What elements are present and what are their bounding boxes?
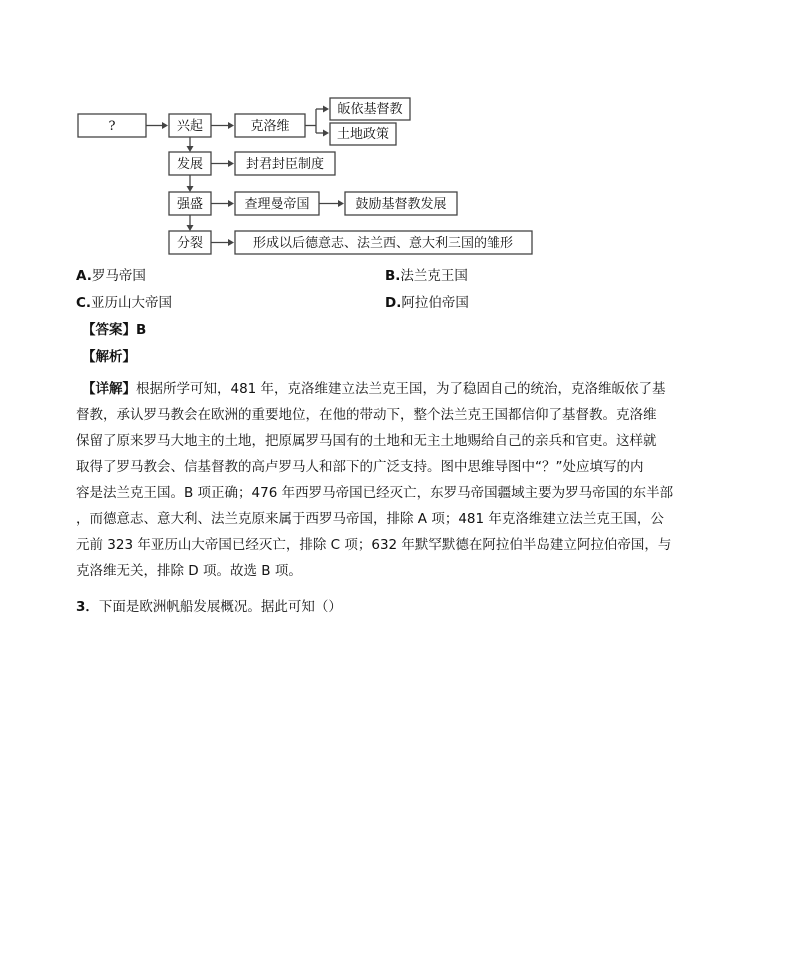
- answer-value: B: [136, 322, 147, 338]
- question-3-number: 3．: [76, 599, 99, 615]
- mind-map-diagram: [76, 97, 536, 257]
- detail-line-5: 容是法兰克王国。B 项正确；476 年西罗马帝国已经灭亡，东罗马帝国疆域主要为罗马帝国的东半部: [76, 485, 674, 501]
- feudal-system-label: 封君封臣制度: [245, 157, 325, 172]
- detail-line-4: 取得了罗马教会、信基督教的高卢罗马人和部下的广泛支持。图中思维导图中“？”处应填写的内: [76, 459, 644, 475]
- stage-strong-label: 强盛: [176, 197, 204, 212]
- question-3: [76, 598, 342, 616]
- root-label: ?: [108, 119, 116, 134]
- three-nations-label: 形成以后德意志、法兰西、意大利三国的雏形: [252, 236, 514, 251]
- option-b-text: 法兰克王国: [400, 268, 468, 284]
- christianity-conversion-label: 皈依基督教: [337, 102, 403, 117]
- detail-label: 【详解】: [82, 381, 136, 397]
- option-a-text: 罗马帝国: [91, 268, 146, 284]
- option-b-letter: B.: [385, 268, 401, 284]
- question-3-text: 下面是欧洲帆船发展概况。据此可知（）: [98, 599, 342, 615]
- option-d-letter: D.: [385, 295, 402, 311]
- option-a-letter: A.: [76, 268, 92, 284]
- encourage-christianity-label: 鼓励基督教发展: [355, 197, 447, 212]
- detail-line-2: 督教，承认罗马教会在欧洲的重要地位，在他的带动下，整个法兰克王国都信仰了基督教。克洛维: [76, 407, 657, 423]
- detail-line-1: [82, 376, 672, 402]
- clovis-label: 克洛维: [250, 119, 290, 134]
- detail-line-1-text: 根据所学可知，481 年，克洛维建立法兰克王国，为了稳固自己的统治，克洛维皈依了基: [136, 381, 666, 397]
- stage-split-label: 分裂: [176, 236, 204, 251]
- option-a: [76, 267, 146, 285]
- charlemagne-empire-label: 查理曼帝国: [244, 197, 310, 212]
- detail-line-7: 元前 323 年亚历山大帝国已经灭亡，排除 C 项；632 年默罕默德在阿拉伯半岛建立阿拉伯帝国，与: [76, 537, 672, 553]
- option-d-text: 阿拉伯帝国: [401, 295, 469, 311]
- option-b: [385, 267, 468, 285]
- detail-paragraph: [76, 376, 672, 584]
- option-d: [385, 294, 469, 312]
- answer-label: 【答案】: [82, 322, 136, 338]
- analysis-label: 【解析】: [82, 349, 136, 365]
- option-c-letter: C.: [76, 295, 92, 311]
- detail-line-6: ，而德意志、意大利、法兰克原来属于西罗马帝国，排除 A 项；481 年克洛维建立法兰克王国，公: [76, 511, 664, 527]
- stage-rise-label: 兴起: [176, 119, 204, 134]
- stage-develop-label: 发展: [176, 157, 204, 172]
- option-c-text: 亚历山大帝国: [91, 295, 173, 311]
- answer-line: [82, 321, 146, 339]
- option-c: [76, 294, 172, 312]
- detail-line-3: 保留了原来罗马大地主的土地，把原属罗马国有的土地和无主土地赐给自己的亲兵和官吏。这样就: [76, 433, 657, 449]
- land-policy-label: 土地政策: [336, 127, 390, 142]
- detail-line-8: 克洛维无关，排除 D 项。故选 B 项。: [76, 563, 302, 579]
